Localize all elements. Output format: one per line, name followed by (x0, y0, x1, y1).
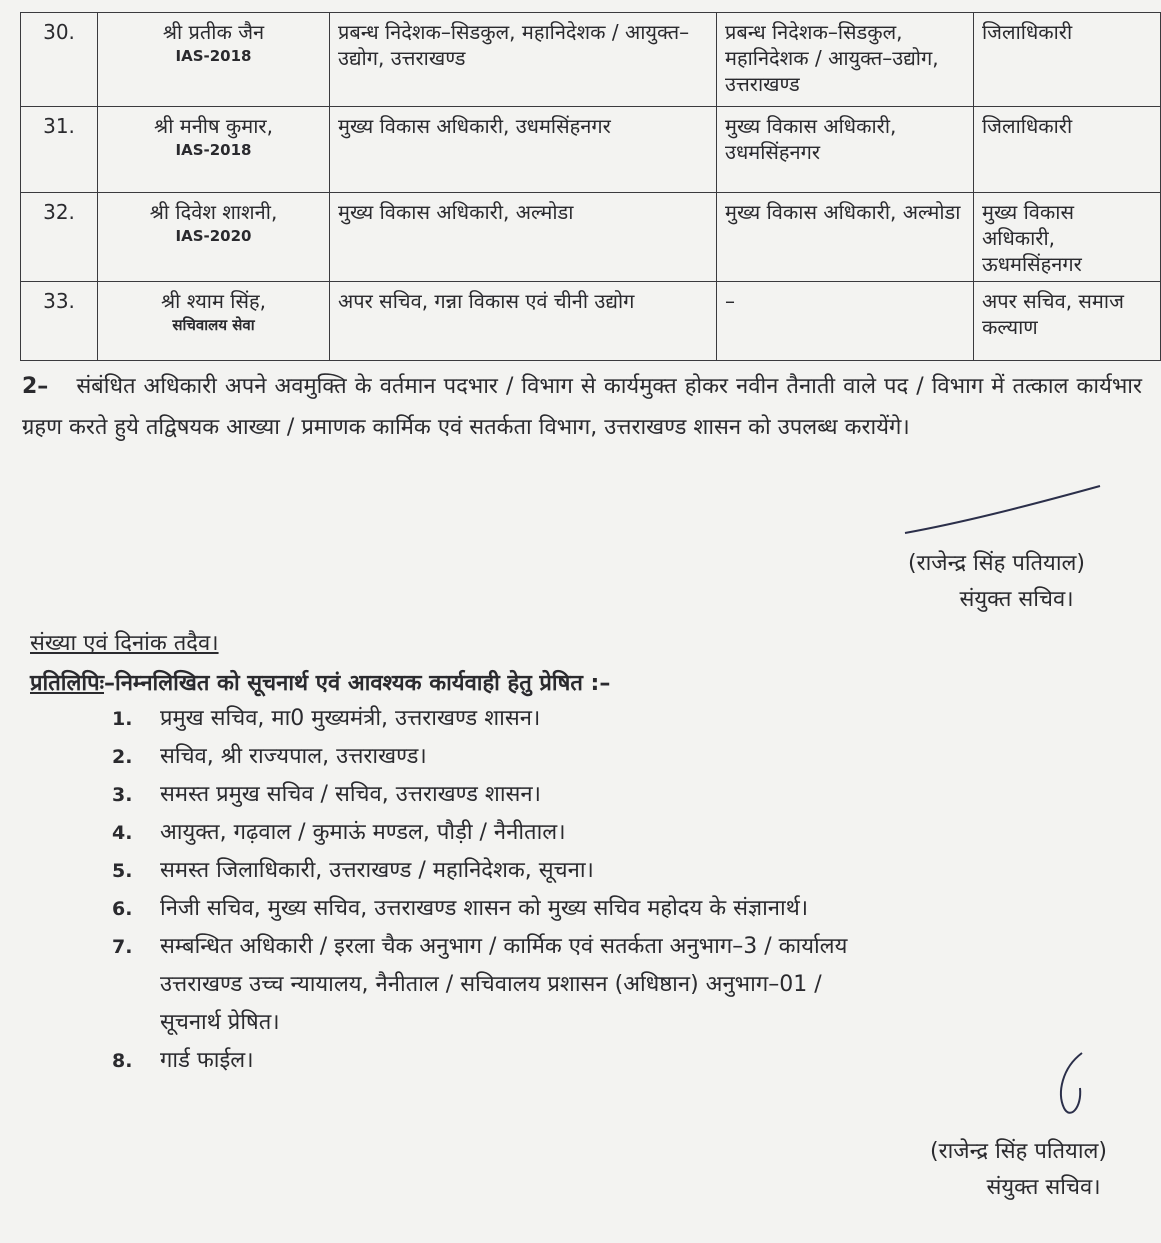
list-item (112, 814, 1112, 852)
item-text: सम्बन्धित अधिकारी / इरला चैक अनुभाग / कार्मिक एवं सतर्कता अनुभाग–3 / कार्यालय (160, 934, 848, 959)
paragraph-number: 2– (22, 374, 49, 399)
item-number: 3. (112, 784, 133, 806)
item-text: निजी सचिव, मुख्य सचिव, उत्तराखण्ड शासन को मुख्य सचिव महोदय के संज्ञानार्थ। (160, 896, 809, 921)
serial-cell: 33. (21, 282, 98, 361)
list-item (112, 738, 1112, 776)
item-text: गार्ड फाईल। (160, 1048, 254, 1073)
item-number: 1. (112, 708, 133, 730)
relieved-post-cell: मुख्य विकास अधिकारी, उधमसिंहनगर (717, 107, 974, 193)
serial-cell: 31. (21, 107, 98, 193)
relieved-post-cell: – (717, 282, 974, 361)
copy-heading (30, 667, 610, 701)
signatory-name: (राजेन्द्र सिंह पतियाल) (930, 1139, 1108, 1164)
signature-stroke (900, 478, 1100, 538)
officer-name: श्री दिवेश शाशनी, (149, 200, 278, 224)
relieved-post-cell: प्रबन्ध निदेशक–सिडकुल, महानिदेशक / आयुक्त–उद्योग, उत्तराखण्ड (717, 13, 974, 107)
list-item (112, 776, 1112, 814)
list-item (112, 890, 1112, 928)
initials-mark (1052, 1048, 1092, 1128)
table-row (21, 193, 1161, 282)
table-row (21, 107, 1161, 193)
officer-service: IAS-2018 (175, 47, 252, 65)
list-item (112, 852, 1112, 890)
present-post-cell: अपर सचिव, गन्ना विकास एवं चीनी उद्योग (330, 282, 717, 361)
relieved-post-cell: मुख्य विकास अधिकारी, अल्मोडा (717, 193, 974, 282)
instruction-paragraph (22, 366, 1142, 448)
officer-name: श्री प्रतीक जैन (162, 20, 265, 44)
officer-service: सचिवालय सेवा (172, 316, 255, 334)
item-number: 4. (112, 822, 133, 844)
copy-label: प्रतिलिपिः (30, 671, 105, 696)
reference-line: संख्या एवं दिनांक तदैव। (30, 631, 219, 656)
signatory-designation: संयुक्त सचिव। (959, 587, 1074, 612)
table-row (21, 13, 1161, 107)
present-post-cell: प्रबन्ध निदेशक–सिडकुल, महानिदेशक / आयुक्त–उद्योग, उत्तराखण्ड (330, 13, 717, 107)
paragraph-text: संबंधित अधिकारी अपने अवमुक्ति के वर्तमान पदभार / विभाग से कार्यमुक्त होकर नवीन तैनाती वाले पद / विभाग में तत्काल कार्यभार ग्रहण करते हुये तद्विषयक आख्या / प्रमाणक कार्मिक एवं सतर्कता विभाग, उत्तराखण्ड शासन को उपलब्ध करायेंगे। (22, 374, 1142, 440)
officer-cell (98, 282, 330, 361)
officer-cell (98, 13, 330, 107)
present-post-cell: मुख्य विकास अधिकारी, अल्मोडा (330, 193, 717, 282)
serial-cell: 32. (21, 193, 98, 282)
item-number: 7. (112, 936, 133, 958)
item-text: सचिव, श्री राज्यपाल, उत्तराखण्ड। (160, 744, 427, 769)
officer-service: IAS-2020 (175, 227, 252, 245)
officer-cell (98, 193, 330, 282)
list-item (112, 928, 1112, 1042)
serial-cell: 30. (21, 13, 98, 107)
item-text: समस्त प्रमुख सचिव / सचिव, उत्तराखण्ड शासन। (160, 782, 541, 807)
item-text-continued: उत्तराखण्ड उच्च न्यायालय, नैनीताल / सचिवालय प्रशासन (अधिष्ठान) अनुभाग–01 / (160, 972, 822, 997)
new-post-cell: अपर सचिव, समाज कल्याण (974, 282, 1161, 361)
signature-block-2 (930, 1134, 1107, 1206)
item-text: समस्त जिलाधिकारी, उत्तराखण्ड / महानिदेशक, सूचना। (160, 858, 594, 883)
list-item (112, 1042, 1112, 1080)
item-text: प्रमुख सचिव, मा0 मुख्यमंत्री, उत्तराखण्ड शासन। (160, 706, 541, 731)
item-number: 8. (112, 1050, 133, 1072)
officer-name: श्री मनीष कुमार, (154, 114, 273, 138)
item-number: 5. (112, 860, 133, 882)
list-item (112, 700, 1112, 738)
item-text-continued: सूचनार्थ प्रेषित। (160, 1010, 280, 1035)
present-post-cell: मुख्य विकास अधिकारी, उधमसिंहनगर (330, 107, 717, 193)
recipient-list (112, 700, 1112, 1080)
table-row (21, 282, 1161, 361)
posting-table (20, 12, 1161, 361)
item-number: 2. (112, 746, 133, 768)
officer-cell (98, 107, 330, 193)
new-post-cell: जिलाधिकारी (974, 13, 1161, 107)
signature-block-1 (908, 546, 1085, 618)
new-post-cell: मुख्य विकास अधिकारी, ऊधमसिंहनगर (974, 193, 1161, 282)
new-post-cell: जिलाधिकारी (974, 107, 1161, 193)
signatory-name: (राजेन्द्र सिंह पतियाल) (908, 551, 1086, 576)
officer-service: IAS-2018 (175, 141, 252, 159)
officer-name: श्री श्याम सिंह, (161, 289, 266, 313)
item-number: 6. (112, 898, 133, 920)
copy-heading-text: –निम्नलिखित को सूचनार्थ एवं आवश्यक कार्यवाही हेतु प्रेषित :– (104, 671, 611, 696)
signatory-designation: संयुक्त सचिव। (986, 1175, 1101, 1200)
item-text: आयुक्त, गढ़वाल / कुमाऊं मण्डल, पौड़ी / नैनीताल। (160, 820, 566, 845)
